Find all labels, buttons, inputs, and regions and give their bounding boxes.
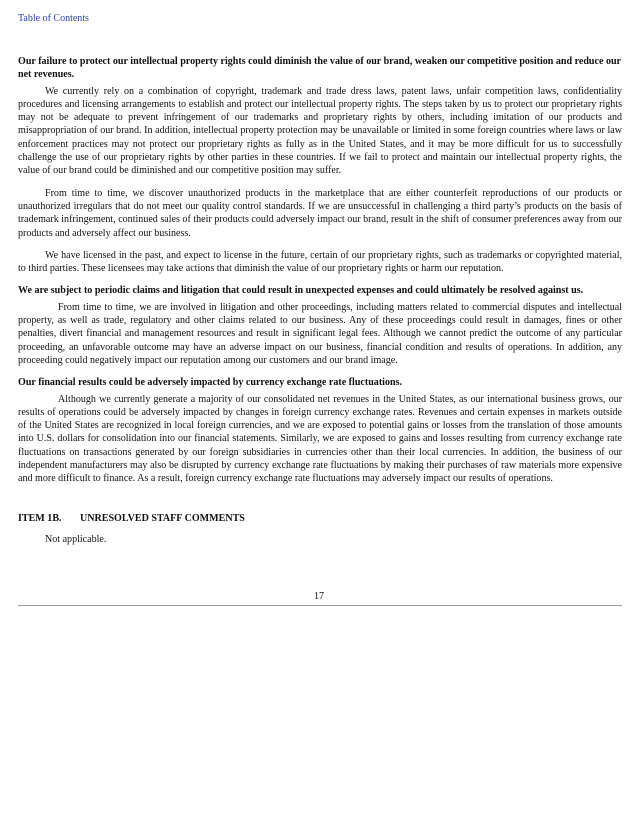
paragraph: From time to time, we are involved in litigation and other proceedings, including matters related to commercial disputes and intellectual property, as well as trade, regulatory and other claims related to our business. Any of these proceedings could result in damages, fines or other penalties, divert financial and management resources and result in significant legal fees. Although we cannot predict the outcome of any particular proceeding, an unfavorable outcome may have an adverse impact on our business, financial condition and results of operations. In addition, any proceeding could negatively impact our reputation among our customers and our brand image. bbox=[18, 301, 622, 366]
section-heading: Our financial results could be adversely impacted by currency exchange rate fluctuations. bbox=[18, 377, 402, 389]
item-title: UNRESOLVED STAFF COMMENTS bbox=[80, 512, 245, 524]
page-divider bbox=[18, 605, 622, 606]
page-number: 17 bbox=[314, 591, 324, 602]
section-litigation bbox=[18, 284, 622, 367]
paragraph: We have licensed in the past, and expect to license in the future, certain of our proprietary rights, such as trademarks or copyrighted material, to third parties. These licensees may take actions that diminish the value of our proprietary rights or harm our reputation. bbox=[18, 249, 622, 275]
section-ip-rights bbox=[18, 55, 622, 275]
item-heading bbox=[18, 512, 622, 525]
paragraph: From time to time, we discover unauthorized products in the marketplace that are either counterfeit reproductions of our products or unauthorized irregulars that do not meet our quality control standards. If we are unsuccessful in challenging a third party’s products on the basis of trademark infringement, continued sales of their products could adversely impact our brand, result in the shift of consumer preferences away from our products and adversely affect our business. bbox=[18, 187, 622, 239]
table-of-contents-link[interactable]: Table of Contents bbox=[18, 13, 89, 24]
paragraph: We currently rely on a combination of copyright, trademark and trade dress laws, patent laws, unfair competition laws, confidentiality procedures and licensing arrangements to establish and protect our intellectual property rights. The steps taken by us to protect our proprietary rights may not be adequate to prevent infringement of our trademarks and proprietary rights by others, including imitation of our products and misappropriation of our brand. In addition, intellectual property protection may be unavailable or limited in some foreign countries where laws or law enforcement practices may not protect our proprietary rights as fully as in the United States, and it may be more difficult for us to successfully challenge the use of our proprietary rights by other parties in these countries. If we fail to protect and maintain our intellectual property rights, the value of our brand could be diminished and our competitive position may suffer. bbox=[18, 85, 622, 177]
section-currency bbox=[18, 376, 622, 485]
section-heading: We are subject to periodic claims and litigation that could result in unexpected expenses and could ultimately be resolved against us. bbox=[18, 285, 584, 297]
section-heading: Our failure to protect our intellectual property rights could diminish the value of our brand, weaken our competitive position and reduce our net revenues. bbox=[18, 56, 621, 81]
item-number: ITEM 1B. bbox=[18, 512, 62, 524]
document-body bbox=[18, 55, 622, 546]
item-body: Not applicable. bbox=[45, 533, 107, 545]
paragraph: Although we currently generate a majority of our consolidated net revenues in the United States, as our international business grows, our results of operations could be adversely impacted by changes in foreign currency exchange rates. Revenues and certain expenses in markets outside of the United States are recognized in local foreign currencies, and we are exposed to potential gains or losses from the translation of those amounts into U.S. dollars for consolidation into our financial statements. Similarly, we are exposed to gains and losses resulting from currency exchange rate fluctuations on transactions generated by our foreign subsidiaries in currencies other than their local currencies. In addition, the business of our independent manufacturers may also be disrupted by currency exchange rate fluctuations by making their purchases of raw materials more expensive and more difficult to finance. As a result, foreign currency exchange rate fluctuations may adversely impact our results of operations. bbox=[18, 393, 622, 485]
